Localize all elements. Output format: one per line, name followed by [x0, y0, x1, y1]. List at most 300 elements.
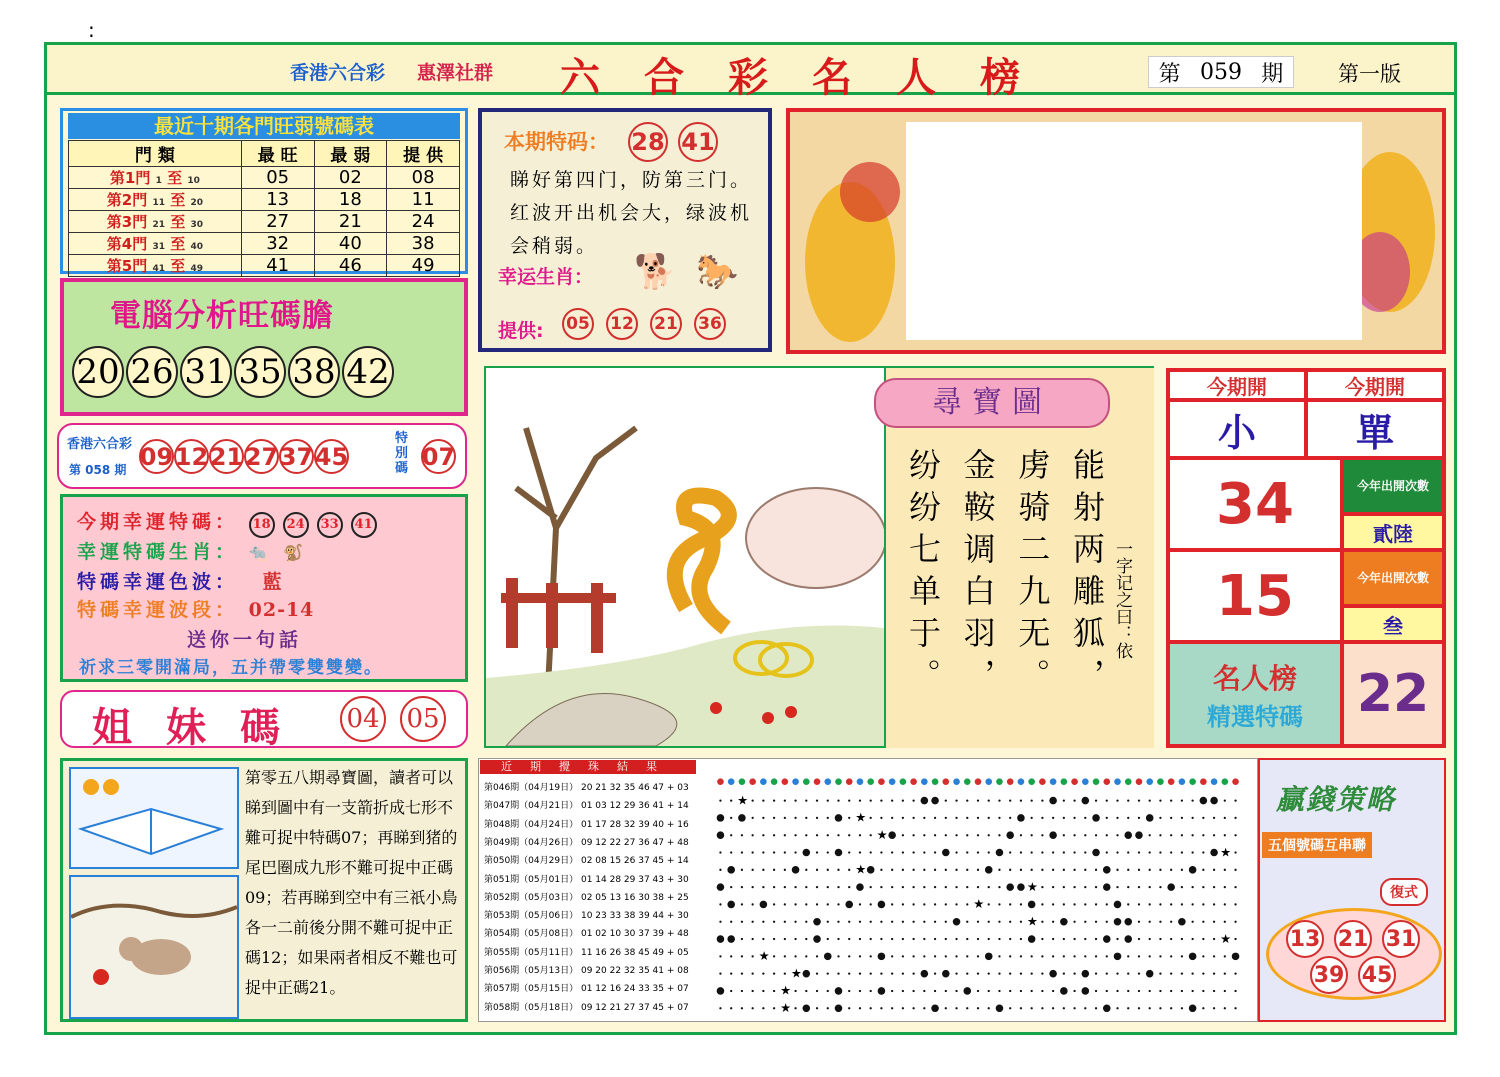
result-row	[484, 963, 689, 976]
provide-ball: 12	[606, 308, 638, 340]
grid-dot	[837, 869, 839, 871]
grid-dot	[1181, 938, 1183, 940]
grid-dot	[1181, 817, 1183, 819]
grid-dot	[1106, 990, 1108, 992]
header-cell: 最 弱	[314, 141, 387, 167]
drawn-marker	[942, 970, 950, 978]
grid-dot	[1041, 955, 1043, 957]
grid-dot	[816, 817, 818, 819]
grid-dot	[1170, 973, 1172, 975]
poem-column: 纷纷七单于。	[904, 448, 942, 700]
door-cell: 第3門 21 至 30	[69, 211, 242, 233]
special-marker: ★	[1026, 914, 1038, 929]
grid-dot	[966, 869, 968, 871]
grid-dot	[934, 973, 936, 975]
grid-dot	[891, 1007, 893, 1009]
grid-dot	[955, 817, 957, 819]
grid-dot	[805, 938, 807, 940]
last-draw-numbers	[139, 439, 349, 474]
book-icon	[71, 769, 237, 867]
grid-dot	[1149, 834, 1151, 836]
grid-dot	[1073, 1007, 1075, 1009]
grid-dot	[1052, 990, 1054, 992]
grid-dot	[1095, 903, 1097, 905]
grid-dot	[1202, 886, 1204, 888]
grid-dot	[934, 990, 936, 992]
grid-dot	[1106, 851, 1108, 853]
grid-dot	[945, 834, 947, 836]
grid-dot	[1224, 869, 1226, 871]
grid-dot	[1181, 834, 1183, 836]
grid-dot	[1020, 869, 1022, 871]
grid-dot	[934, 938, 936, 940]
grid-dot	[945, 990, 947, 992]
grid-dot	[977, 834, 979, 836]
grid-dot	[1149, 869, 1151, 871]
grid-dot	[741, 1007, 743, 1009]
grid-dot	[773, 921, 775, 923]
grid-dot	[998, 990, 1000, 992]
grid-dot	[827, 834, 829, 836]
grid-dot	[977, 799, 979, 801]
grid-dot	[955, 851, 957, 853]
grid-dot	[955, 1007, 957, 1009]
grid-dot	[752, 990, 754, 992]
grid-dot	[870, 938, 872, 940]
stray-mark: :	[88, 18, 95, 42]
grid-dot	[784, 834, 786, 836]
grid-dot	[1073, 903, 1075, 905]
grid-dot	[1063, 1007, 1065, 1009]
grid-dot	[762, 851, 764, 853]
grid-dot	[966, 903, 968, 905]
grid-dot	[827, 903, 829, 905]
grid-dot	[934, 817, 936, 819]
table-row	[69, 189, 460, 211]
result-issue: 第052期（05月03日）	[484, 892, 579, 903]
grid-dot	[837, 834, 839, 836]
grid-dot	[805, 799, 807, 801]
result-numbers: 01 17 28 32 39 40 + 16	[580, 819, 689, 830]
grid-dot	[1052, 955, 1054, 957]
grid-dot	[1234, 834, 1236, 836]
grid-dot	[1009, 869, 1011, 871]
treasure-poem	[900, 448, 1110, 738]
drawn-marker	[1082, 987, 1090, 995]
grid-dot	[945, 903, 947, 905]
grid-dot	[1234, 973, 1236, 975]
stats-value-2: 叁	[1342, 606, 1444, 642]
grid-dot	[741, 990, 743, 992]
grid-dot	[977, 938, 979, 940]
grid-dot	[1020, 921, 1022, 923]
lucky-ball: 33	[317, 512, 343, 538]
result-row	[484, 872, 689, 885]
lucky-line-6: 祈求三零開滿局，五并帶零雙雙變。	[79, 658, 383, 678]
grid-dot	[966, 799, 968, 801]
grid-dot	[1041, 938, 1043, 940]
grid-dot	[923, 955, 925, 957]
grid-dot	[1041, 973, 1043, 975]
grid-dot	[1224, 921, 1226, 923]
table-row	[69, 233, 460, 255]
grid-dot	[730, 851, 732, 853]
grid-dot	[902, 938, 904, 940]
result-issue: 第051期（05月01日）	[484, 874, 579, 885]
result-issue: 第056期（05月13日）	[484, 966, 579, 976]
grid-dot	[859, 955, 861, 957]
grid-dot	[1020, 903, 1022, 905]
result-numbers: 20 21 32 35 46 47 + 03	[580, 783, 689, 793]
book-image	[69, 767, 239, 869]
grid-dot	[1116, 973, 1118, 975]
grid-dot	[1202, 903, 1204, 905]
grid-dot	[805, 834, 807, 836]
grid-dot	[1224, 1007, 1226, 1009]
grid-dot	[1138, 886, 1140, 888]
grid-dot	[773, 851, 775, 853]
grid-dot	[1063, 834, 1065, 836]
grid-dot	[934, 851, 936, 853]
grid-dot	[977, 869, 979, 871]
grid-dot	[988, 973, 990, 975]
grid-dot	[1127, 869, 1129, 871]
grid-dot	[1191, 886, 1193, 888]
grid-dot	[848, 955, 850, 957]
grid-dot	[1224, 886, 1226, 888]
grid-dot	[1234, 817, 1236, 819]
grid-dot	[1159, 921, 1161, 923]
grid-dot	[730, 799, 732, 801]
drawn-marker	[1060, 918, 1068, 926]
grid-dot	[805, 921, 807, 923]
grid-dot	[880, 921, 882, 923]
grid-dot	[1031, 869, 1033, 871]
grid-dot	[1084, 817, 1086, 819]
drawn-marker	[985, 953, 993, 961]
grid-dot	[988, 817, 990, 819]
grid-dot	[1084, 903, 1086, 905]
drawn-marker	[803, 849, 811, 857]
grid-dot	[1159, 903, 1161, 905]
grid-dot	[1031, 851, 1033, 853]
number-ball: 31	[180, 346, 232, 398]
lucky-color-label: 特碼幸運色波：	[77, 571, 239, 593]
grid-dot	[934, 834, 936, 836]
grid-dot	[837, 973, 839, 975]
grid-dot	[891, 990, 893, 992]
grid-dot	[934, 921, 936, 923]
selected-label: 精選特碼	[1207, 702, 1303, 731]
grid-dot	[988, 903, 990, 905]
grid-dot	[1127, 973, 1129, 975]
grid-dot	[998, 799, 1000, 801]
special-marker: ★	[758, 949, 770, 964]
provide-ball: 21	[650, 308, 682, 340]
drawn-marker	[878, 953, 886, 961]
grid-dot	[762, 886, 764, 888]
grid-dot	[934, 886, 936, 888]
grid-dot	[966, 851, 968, 853]
special-marker: ★	[973, 897, 985, 912]
grid-dot	[880, 799, 882, 801]
grid-dot	[1106, 921, 1108, 923]
grid-dot	[730, 817, 732, 819]
result-numbers: 09 20 22 32 35 41 + 08	[580, 966, 689, 976]
grid-dot	[870, 851, 872, 853]
grid-dot	[1159, 1007, 1161, 1009]
grid-dot	[837, 886, 839, 888]
drawn-marker	[921, 797, 929, 805]
grid-dot	[730, 990, 732, 992]
grid-dot	[784, 955, 786, 957]
grid-dot	[1181, 903, 1183, 905]
grid-dot	[1191, 817, 1193, 819]
grid-dot	[1073, 834, 1075, 836]
results-title: 近期攪珠結果	[480, 760, 696, 774]
result-numbers: 02 05 13 16 30 38 + 25	[580, 892, 689, 903]
stats-number-2: 15	[1168, 550, 1342, 642]
page-title: 六合彩名人榜	[560, 54, 1064, 101]
grid-dot	[816, 799, 818, 801]
grid-dot	[988, 921, 990, 923]
drawn-marker	[921, 970, 929, 978]
grid-dot	[955, 903, 957, 905]
grid-dot	[773, 938, 775, 940]
grid-dot	[1084, 851, 1086, 853]
grid-dot	[859, 834, 861, 836]
grid-dot	[945, 799, 947, 801]
special-marker: ★	[780, 1001, 792, 1016]
grid-dot	[1095, 869, 1097, 871]
stats-single: 單	[1306, 400, 1444, 458]
grid-dot	[859, 903, 861, 905]
grid-dot	[880, 817, 882, 819]
grid-dot	[912, 973, 914, 975]
stats-small: 小	[1168, 400, 1306, 458]
grid-dot	[837, 955, 839, 957]
grid-dot	[880, 869, 882, 871]
grid-dot	[998, 955, 1000, 957]
grid-dot	[741, 955, 743, 957]
grid-dot	[719, 1007, 721, 1009]
grid-dot	[752, 1007, 754, 1009]
drawn-marker	[1092, 814, 1100, 822]
cold-cell: 46	[314, 255, 387, 277]
grid-dot	[912, 921, 914, 923]
result-row	[484, 798, 689, 811]
grid-dot	[773, 1007, 775, 1009]
drawn-marker	[1232, 953, 1240, 961]
grid-dot	[719, 955, 721, 957]
grid-dot	[752, 869, 754, 871]
drawn-marker	[803, 1004, 811, 1012]
tip-cell: 38	[387, 233, 460, 255]
grid-dot	[1224, 817, 1226, 819]
grid-dot	[719, 903, 721, 905]
grid-dot	[1041, 903, 1043, 905]
drawn-marker	[1189, 1004, 1197, 1012]
grid-dot	[1159, 869, 1161, 871]
grid-dot	[1191, 903, 1193, 905]
grid-dot	[923, 938, 925, 940]
stats-number-3: 22	[1342, 642, 1444, 746]
drawn-marker	[931, 797, 939, 805]
drawn-marker	[813, 918, 821, 926]
drawn-marker	[1135, 831, 1143, 839]
grid-dot	[923, 834, 925, 836]
strategy-tag: 復式	[1380, 878, 1428, 906]
grid-dot	[1234, 1007, 1236, 1009]
drawn-marker	[1082, 797, 1090, 805]
grid-dot	[805, 817, 807, 819]
grid-dot	[794, 921, 796, 923]
door-cell: 第4門 31 至 40	[69, 233, 242, 255]
grid-dot	[1170, 938, 1172, 940]
grid-dot	[955, 886, 957, 888]
grid-dot	[1149, 886, 1151, 888]
grid-dot	[1224, 955, 1226, 957]
story-panel	[60, 758, 468, 1022]
strategy-subtitle: 五個號碼互串聯	[1262, 832, 1372, 858]
grid-dot	[912, 799, 914, 801]
grid-dot	[902, 834, 904, 836]
strategy-ball: 45	[1358, 956, 1396, 994]
lucky-code-label: 今期幸運特碼：	[77, 511, 239, 533]
stats-number-1: 34	[1168, 458, 1342, 550]
grid-dot	[1149, 1007, 1151, 1009]
grid-dot	[730, 1007, 732, 1009]
grid-dot	[1224, 990, 1226, 992]
grid-dot	[1213, 903, 1215, 905]
grid-dot	[1127, 903, 1129, 905]
grid-dot	[1063, 955, 1065, 957]
computer-title: 電腦分析旺碼膽	[110, 298, 334, 334]
grid-dot	[870, 955, 872, 957]
grid-dot	[1234, 938, 1236, 940]
number-ball: 45	[314, 439, 349, 474]
hot-cell: 32	[241, 233, 314, 255]
table-row	[69, 211, 460, 233]
grid-dot	[988, 851, 990, 853]
lucky-line-3	[77, 567, 286, 594]
grid-dot	[1234, 886, 1236, 888]
grid-dot	[1127, 955, 1129, 957]
grid-dot	[912, 903, 914, 905]
grid-dot	[902, 869, 904, 871]
lucky-color-value: 藍	[262, 571, 286, 593]
grid-dot	[945, 886, 947, 888]
strategy-ball: 13	[1286, 920, 1324, 958]
grid-dot	[752, 834, 754, 836]
drawn-marker	[1082, 970, 1090, 978]
grid-dot	[816, 973, 818, 975]
grid-dot	[805, 990, 807, 992]
grid-dot	[1009, 921, 1011, 923]
grid-dot	[741, 851, 743, 853]
grid-dot	[730, 973, 732, 975]
grid-dot	[1063, 817, 1065, 819]
grid-dot	[794, 851, 796, 853]
sister-title: 姐妹碼	[92, 704, 314, 751]
grid-dot	[998, 903, 1000, 905]
grid-dot	[1031, 973, 1033, 975]
drawn-marker	[727, 935, 735, 943]
grid-dot	[966, 921, 968, 923]
drawn-marker	[1049, 797, 1057, 805]
grid-dot	[998, 886, 1000, 888]
grid-dot	[1084, 869, 1086, 871]
drawn-marker	[1114, 953, 1122, 961]
grid-dot	[1009, 903, 1011, 905]
grid-dot	[945, 921, 947, 923]
grid-dot	[1095, 1007, 1097, 1009]
grid-dot	[870, 903, 872, 905]
grid-dot	[891, 817, 893, 819]
grid-dot	[1116, 869, 1118, 871]
grid-dot	[1052, 886, 1054, 888]
grid-dot	[859, 921, 861, 923]
grid-dot	[794, 990, 796, 992]
grid-dot	[891, 973, 893, 975]
drawn-marker	[1028, 935, 1036, 943]
grid-dot	[719, 921, 721, 923]
grid-dot	[955, 799, 957, 801]
grid-dot	[1202, 869, 1204, 871]
issue-suffix: 期	[1261, 61, 1284, 87]
drawn-marker	[1114, 918, 1122, 926]
famous-box	[1168, 642, 1342, 746]
drawn-marker	[931, 1004, 939, 1012]
grid-dot	[1020, 834, 1022, 836]
grid-dot	[902, 955, 904, 957]
grid-dot	[848, 851, 850, 853]
grid-dot	[891, 921, 893, 923]
grid-dot	[1224, 834, 1226, 836]
grid-dot	[1020, 1007, 1022, 1009]
grid-dot	[837, 903, 839, 905]
grid-dot	[891, 869, 893, 871]
result-row	[484, 890, 689, 903]
result-row	[484, 817, 689, 830]
grid-dot	[827, 990, 829, 992]
grid-dot	[1159, 851, 1161, 853]
grid-dot	[1181, 973, 1183, 975]
drawn-marker	[845, 901, 853, 909]
grid-dot	[794, 886, 796, 888]
special-marker: ★	[876, 827, 888, 842]
tip-cell: 24	[387, 211, 460, 233]
strategy-title: 贏錢策略	[1276, 783, 1397, 816]
grid-dot	[902, 921, 904, 923]
grid-dot	[816, 851, 818, 853]
grid-dot	[752, 886, 754, 888]
grid-dot	[912, 834, 914, 836]
grid-dot	[1116, 886, 1118, 888]
grid-dot	[998, 921, 1000, 923]
grid-dot	[827, 799, 829, 801]
grid-dot	[1020, 799, 1022, 801]
grid-dot	[988, 938, 990, 940]
grid-dot	[1202, 851, 1204, 853]
grid-dot	[1213, 938, 1215, 940]
grid-dot	[805, 886, 807, 888]
grid-dot	[848, 886, 850, 888]
grid-dot	[1084, 955, 1086, 957]
pig-icon	[71, 877, 237, 1017]
grid-dot	[1170, 903, 1172, 905]
grid-dot	[923, 1007, 925, 1009]
